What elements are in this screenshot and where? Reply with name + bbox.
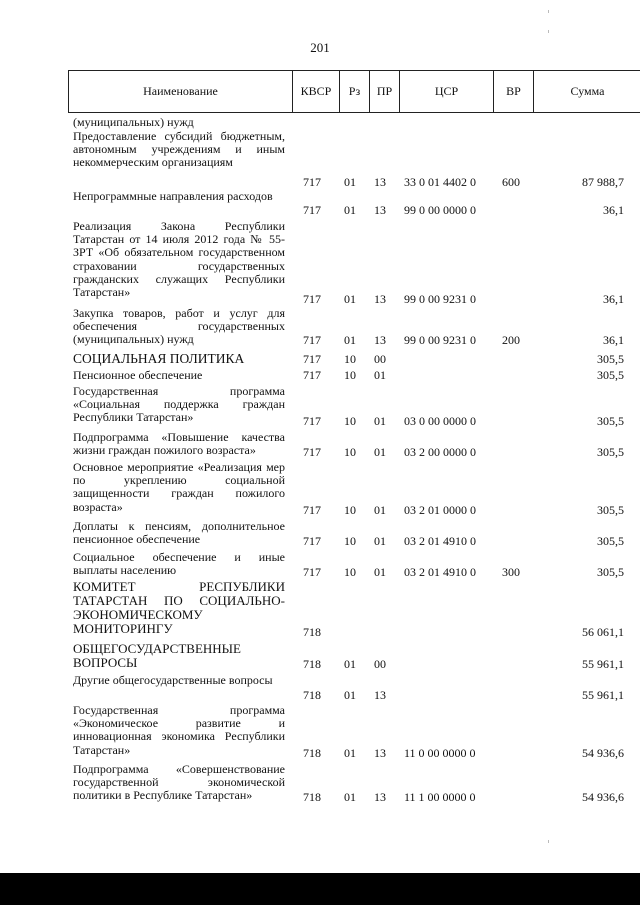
row-kvsr: 718 <box>303 657 321 671</box>
row-kvsr: 717 <box>303 292 321 306</box>
row-pr: 13 <box>374 688 386 702</box>
row-name: Подпрограмма «Совершенствование государственной экономической политики в Республике Татарстан» <box>73 762 285 803</box>
table-row <box>0 520 640 548</box>
table-row <box>0 642 640 672</box>
table-row <box>0 190 640 218</box>
row-name: Пенсионное обеспечение <box>73 368 203 382</box>
table-row <box>0 385 640 429</box>
row-sum: 54 936,6 <box>582 746 624 760</box>
row-name: ОБЩЕГОСУДАРСТВЕННЫЕ ВОПРОСЫ <box>73 641 241 670</box>
row-rz: 01 <box>344 790 356 804</box>
header-sum: Сумма <box>570 84 605 98</box>
row-sum: 56 061,1 <box>582 625 624 639</box>
row-kvsr: 717 <box>303 333 321 347</box>
header-csr: ЦСР <box>400 71 494 112</box>
row-rz: 01 <box>344 657 356 671</box>
table-row <box>0 220 640 306</box>
row-rz: 10 <box>344 414 356 428</box>
row-kvsr: 717 <box>303 175 321 189</box>
row-pr: 01 <box>374 368 386 382</box>
row-rz: 01 <box>344 333 356 347</box>
row-pr: 00 <box>374 657 386 671</box>
row-vr: 200 <box>502 333 520 347</box>
row-kvsr: 717 <box>303 503 321 517</box>
row-csr: 33 0 01 4402 0 <box>404 175 476 189</box>
row-kvsr: 717 <box>303 203 321 217</box>
table-row <box>0 674 640 702</box>
scan-speck <box>548 30 549 33</box>
row-rz: 01 <box>344 688 356 702</box>
header-kvsr: КВСР <box>293 71 340 112</box>
row-name: КОМИТЕТ РЕСПУБЛИКИ ТАТАРСТАН ПО СОЦИАЛЬНО-ЭКОНОМИЧЕСКОМУ МОНИТОРИНГУ <box>73 579 285 636</box>
row-pr: 13 <box>374 292 386 306</box>
row-csr: 99 0 00 0000 0 <box>404 203 476 217</box>
row-name: Государственная программа «Социальная поддержка граждан Республики Татарстан» <box>73 384 285 425</box>
row-sum: 55 961,1 <box>582 688 624 702</box>
row-kvsr: 718 <box>303 790 321 804</box>
row-vr: 300 <box>502 565 520 579</box>
row-rz: 01 <box>344 292 356 306</box>
row-pr: 13 <box>374 790 386 804</box>
row-rz: 01 <box>344 175 356 189</box>
table-row <box>0 763 640 805</box>
row-name: Подпрограмма «Повышение качества жизни граждан пожилого возраста» <box>73 430 285 458</box>
row-kvsr: 717 <box>303 352 321 366</box>
header-rz: Рз <box>340 71 370 112</box>
row-name: Предоставление субсидий бюджетным, автономным учреждениям и иным некоммерческим организациям <box>73 129 285 170</box>
row-name: Реализация Закона Республики Татарстан от 14 июля 2012 года № 55-ЗРТ «Об обязательном государственном страховании государственных гражданских служащих Республики Татарстан» <box>73 219 285 300</box>
scan-speck <box>548 10 549 13</box>
row-kvsr: 717 <box>303 534 321 548</box>
table-row <box>0 704 640 760</box>
row-kvsr: 718 <box>303 688 321 702</box>
row-sum: 305,5 <box>597 503 624 517</box>
row-kvsr: 718 <box>303 625 321 639</box>
row-csr: 03 2 00 0000 0 <box>404 445 476 459</box>
table-row <box>0 352 640 368</box>
scan-border <box>0 873 640 905</box>
row-sum: 305,5 <box>597 368 624 382</box>
row-rz: 10 <box>344 352 356 366</box>
row-name: Основное мероприятие «Реализация мер по укреплению социальной защищенности граждан пожилого возраста» <box>73 460 285 514</box>
row-name: (муниципальных) нужд <box>73 115 194 129</box>
row-sum: 36,1 <box>603 333 624 347</box>
header-vr: ВР <box>494 71 534 112</box>
row-rz: 10 <box>344 445 356 459</box>
row-pr: 01 <box>374 445 386 459</box>
scan-speck <box>548 840 549 843</box>
row-sum: 36,1 <box>603 292 624 306</box>
row-name: Другие общегосударственные вопросы <box>73 673 273 687</box>
table-row <box>0 431 640 459</box>
table-row <box>0 116 640 129</box>
row-pr: 01 <box>374 565 386 579</box>
row-sum: 87 988,7 <box>582 175 624 189</box>
table-row <box>0 307 640 349</box>
row-pr: 13 <box>374 203 386 217</box>
row-sum: 36,1 <box>603 203 624 217</box>
row-csr: 03 0 00 0000 0 <box>404 414 476 428</box>
row-rz: 10 <box>344 368 356 382</box>
row-pr: 01 <box>374 534 386 548</box>
row-csr: 03 2 01 4910 0 <box>404 565 476 579</box>
row-kvsr: 717 <box>303 445 321 459</box>
table-row <box>0 369 640 383</box>
table-row <box>0 130 640 190</box>
table-row <box>0 461 640 517</box>
row-rz: 10 <box>344 503 356 517</box>
row-pr: 01 <box>374 414 386 428</box>
row-pr: 13 <box>374 175 386 189</box>
header-name: Наименование <box>69 71 293 112</box>
row-csr: 99 0 00 9231 0 <box>404 292 476 306</box>
row-kvsr: 718 <box>303 746 321 760</box>
table-header <box>68 70 640 113</box>
row-name: СОЦИАЛЬНАЯ ПОЛИТИКА <box>73 351 245 366</box>
row-csr: 03 2 01 0000 0 <box>404 503 476 517</box>
row-vr: 600 <box>502 175 520 189</box>
row-name: Социальное обеспечение и иные выплаты населению <box>73 550 285 578</box>
row-kvsr: 717 <box>303 414 321 428</box>
row-rz: 10 <box>344 565 356 579</box>
page-number: 201 <box>310 40 330 55</box>
row-sum: 305,5 <box>597 565 624 579</box>
row-pr: 01 <box>374 503 386 517</box>
row-kvsr: 717 <box>303 565 321 579</box>
row-kvsr: 717 <box>303 368 321 382</box>
row-sum: 305,5 <box>597 534 624 548</box>
row-sum: 305,5 <box>597 352 624 366</box>
row-name: Закупка товаров, работ и услуг для обеспечения государственных (муниципальных) нужд <box>73 306 285 347</box>
row-rz: 01 <box>344 746 356 760</box>
row-csr: 99 0 00 9231 0 <box>404 333 476 347</box>
header-pr: ПР <box>370 71 400 112</box>
row-sum: 55 961,1 <box>582 657 624 671</box>
row-sum: 305,5 <box>597 445 624 459</box>
row-rz: 10 <box>344 534 356 548</box>
row-pr: 00 <box>374 352 386 366</box>
row-pr: 13 <box>374 333 386 347</box>
row-csr: 11 0 00 0000 0 <box>404 746 476 760</box>
row-rz: 01 <box>344 203 356 217</box>
row-sum: 305,5 <box>597 414 624 428</box>
row-name: Государственная программа «Экономическое развитие и инновационная экономика Республики Татарстан» <box>73 703 285 757</box>
table-row <box>0 580 640 640</box>
row-pr: 13 <box>374 746 386 760</box>
row-csr: 11 1 00 0000 0 <box>404 790 476 804</box>
row-sum: 54 936,6 <box>582 790 624 804</box>
row-name: Доплаты к пенсиям, дополнительное пенсионное обеспечение <box>73 519 285 547</box>
table-row <box>0 551 640 579</box>
row-name: Непрограммные направления расходов <box>73 189 273 203</box>
row-csr: 03 2 01 4910 0 <box>404 534 476 548</box>
